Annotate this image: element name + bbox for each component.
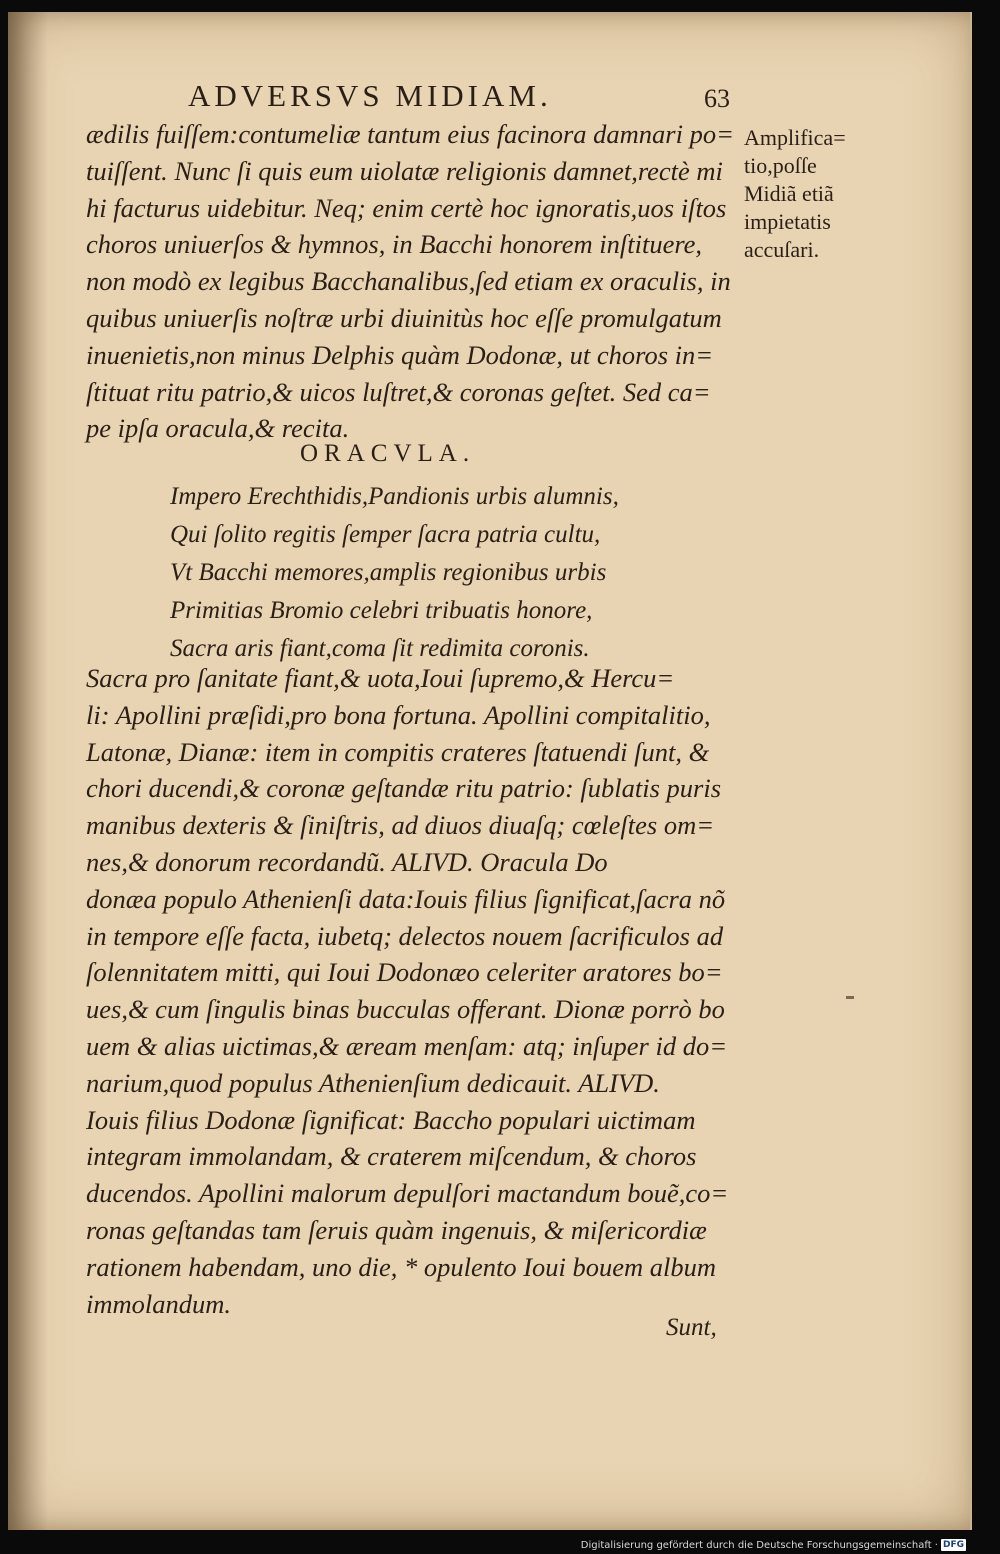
margin-mark: [846, 996, 854, 999]
text-block-oracles: [86, 660, 738, 1322]
text-line: tuiſſent. Nunc ſi quis eum uiolatæ religionis damnet,rectè mi: [86, 155, 723, 186]
text-line: non modò ex legibus Bacchanalibus,ſed etiam ex oraculis, in: [86, 266, 731, 297]
verse-line: Qui ſolito regitis ſemper ſacra patria cultu,: [170, 521, 601, 548]
text-line: integram immolandam, & craterem miſcendum, & choros: [86, 1141, 697, 1172]
text-block-intro: [86, 116, 738, 447]
text-line: ædilis fuiſſem:contumeliæ tantum eius facinora damnari po=: [86, 119, 734, 149]
text-line: manibus dexteris & ſiniſtris, ad diuos diuaſq; cœleſtes om=: [86, 810, 715, 841]
catchword: Sunt,: [666, 1314, 717, 1341]
page-number: 63: [704, 84, 730, 113]
text-line: nes,& donorum recordandũ. ALIVD. Oracula Do: [86, 846, 608, 877]
text-line: ues,& cum ſingulis binas bucculas offerant. Dionæ porrò bo: [86, 994, 725, 1025]
digitization-credit: [581, 1538, 966, 1552]
text-line: li: Apollini præſidi,pro bona fortuna. Apollini compitalitio,: [86, 699, 711, 730]
verse-line: Sacra aris fiant,coma ſit redimita coronis.: [170, 635, 590, 662]
margin-note-line: Amplifica=: [744, 125, 846, 150]
dfg-logo: DFG: [942, 1540, 964, 1550]
text-line: ducendos. Apollini malorum depulſori mactandum bouẽ,co=: [86, 1178, 729, 1209]
text-line: in tempore eſſe facta, iubetq; delectos nouem ſacrificulos ad: [86, 920, 724, 951]
margin-note-line: impietatis: [744, 209, 831, 234]
verse-line: Impero Erechthidis,Pandionis urbis alumnis,: [170, 483, 619, 510]
margin-note-line: tio,poſſe: [744, 153, 817, 178]
text-line: immolandum.: [86, 1288, 232, 1319]
text-line: quibus uniuerſis noſtræ urbi diuinitùs hoc eſſe promulgatum: [86, 302, 722, 333]
text-line: Sacra pro ſanitate fiant,& uota,Ioui ſupremo,& Hercu=: [86, 663, 675, 693]
text-line: hi facturus uidebitur. Neq; enim certè hoc ignoratis,uos iſtos: [86, 192, 727, 223]
text-line: choros uniuerſos & hymnos, in Bacchi honorem inſtituere,: [86, 229, 703, 260]
margin-note-line: Midiã etiã: [744, 181, 834, 206]
running-title: ADVERSVS MIDIAM.: [188, 78, 552, 113]
text-line: donæa populo Athenienſi data:Iouis filius ſignificat,ſacra nõ: [86, 883, 726, 914]
text-line: chori ducendi,& coronæ geſtandæ ritu patrio: ſublatis puris: [86, 773, 722, 804]
text-line: pe ipſa oracula,& recita.: [86, 413, 350, 444]
credit-text: Digitalisierung gefördert durch die Deutsche Forschungsgemeinschaft ·: [580, 1539, 938, 1551]
text-line: Latonæ, Dianæ: item in compitis crateres ſtatuendi ſunt, &: [86, 736, 710, 767]
text-line: rationem habendam, uno die, * opulento Ioui bouem album: [86, 1251, 717, 1282]
text-line: ronas geſtandas tam ſeruis quàm ingenuis, & miſericordiæ: [86, 1214, 707, 1245]
text-line: Iouis filius Dodonæ ſignificat: Baccho populari uictimam: [86, 1104, 696, 1135]
text-line: ſolennitatem mitti, qui Ioui Dodonæo celeriter aratores bo=: [86, 957, 723, 988]
text-line: ſtituat ritu patrio,& uicos luſtret,& coronas geſtet. Sed ca=: [86, 376, 711, 407]
margin-note-line: accuſari.: [744, 237, 820, 262]
text-line: narium,quod populus Athenienſium dedicauit. ALIVD.: [86, 1067, 660, 1098]
verse-line: Primitias Bromio celebri tribuatis honore,: [170, 597, 593, 624]
margin-note: [744, 124, 884, 264]
verse-line: Vt Bacchi memores,amplis regionibus urbis: [170, 559, 607, 586]
section-heading-oracula: ORACVLA.: [300, 440, 476, 467]
text-line: inuenietis,non minus Delphis quàm Dodonæ, ut choros in=: [86, 339, 714, 370]
text-line: uem & alias uictimas,& æream menſam: atq; inſuper id do=: [86, 1030, 728, 1061]
verse-block: [170, 478, 822, 668]
